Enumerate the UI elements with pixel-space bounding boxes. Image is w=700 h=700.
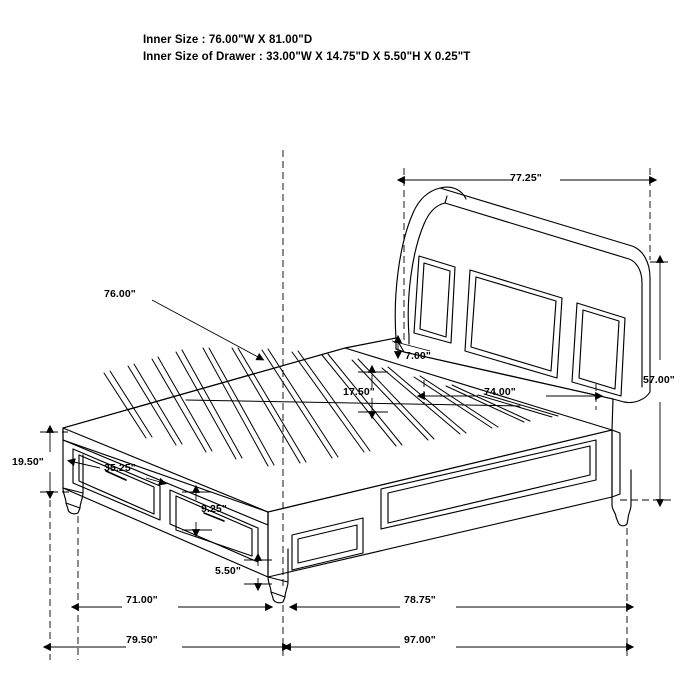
dim-slat-clearance: 7.00" [405,350,431,362]
dim-drawer-front-width: 35.25" [104,462,136,474]
dim-drawer-height-overall: 9.25" [201,503,227,515]
dim-headboard-height: 57.00" [643,374,675,386]
dimension-lines [40,150,672,660]
inner-size-line-2: Inner Size of Drawer : 33.00"W X 14.75"D X 5.50"H X 0.25"T [143,51,471,63]
dim-overall-depth-b: 97.00" [404,634,436,646]
dim-overall-depth-a: 79.50" [126,634,158,646]
dim-headboard-width: 77.25" [510,172,542,184]
dim-footboard-side-b: 78.75" [404,594,436,606]
dim-drawer-clearance: 5.50" [215,565,241,577]
inner-size-line-1: Inner Size : 76.00"W X 81.00"D [143,34,313,46]
dim-deck-height: 17.50" [343,386,375,398]
dim-rail-height: 19.50" [12,456,44,468]
dim-mattress-length: 76.00" [104,288,136,300]
dim-footboard-side-a: 71.00" [126,594,158,606]
dim-interior-width: 74.00" [484,386,516,398]
